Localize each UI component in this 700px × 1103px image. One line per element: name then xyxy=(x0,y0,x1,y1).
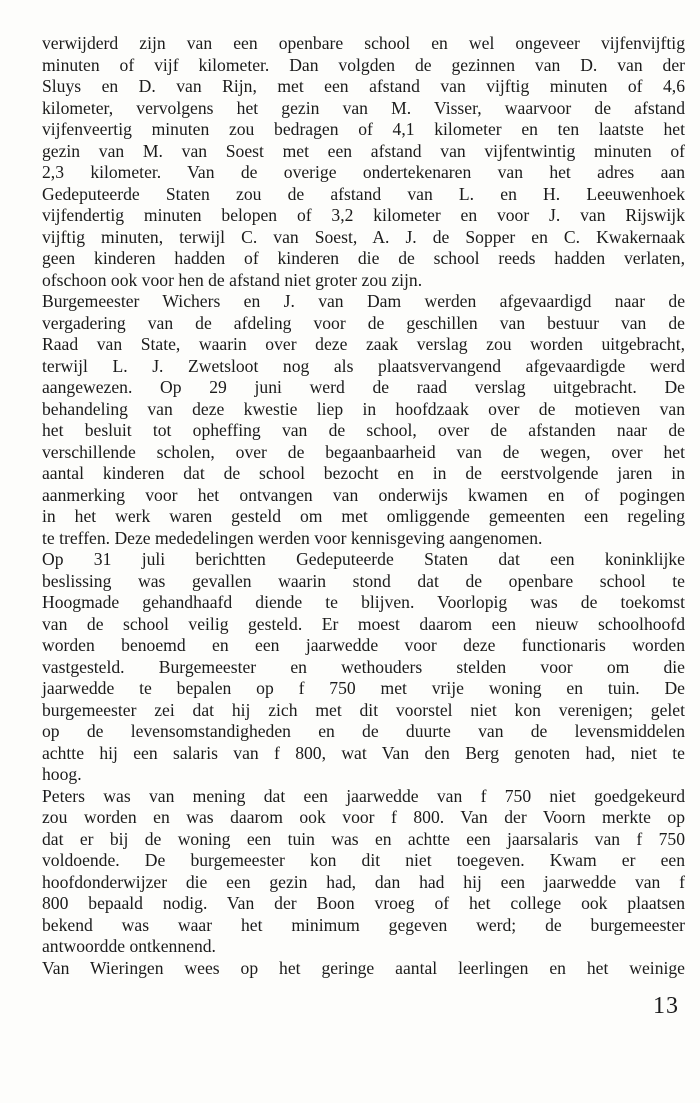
text-line: Hoogmade gehandhaafd diende te blijven. Voorlopig was de toekomst xyxy=(42,592,685,612)
text-line: achtte hij een salaris van f 800, wat Van den Berg genoten had, niet te xyxy=(42,742,685,763)
text-line: beslissing was gevallen waarin stond dat de openbare school te xyxy=(42,570,685,591)
text-line: Raad van State, waarin over deze zaak verslag zou worden uitgebracht, xyxy=(42,334,685,354)
body-text xyxy=(42,33,685,979)
text-line: verschillende scholen, over de begaanbaarheid van de wegen, over het xyxy=(42,441,685,462)
text-line: aanmerking voor het ontvangen van onderwijs kwamen en of pogingen xyxy=(42,484,685,505)
text-line: vergadering van de afdeling voor de geschillen van bestuur van de xyxy=(42,312,685,333)
text-line: bekend was waar het minimum gegeven werd; de burgemeester xyxy=(42,914,685,935)
text-line: kilometer, vervolgens het gezin van M. Visser, waarvoor de afstand xyxy=(42,97,685,118)
text-line: in het werk waren gesteld om met omliggende gemeenten een regeling xyxy=(42,506,685,526)
text-line: aangewezen. Op 29 juni werd de raad verslag uitgebracht. De xyxy=(42,377,685,397)
paragraph xyxy=(42,291,685,549)
text-line: vastgesteld. Burgemeester en wethouders stelden voor om die xyxy=(42,656,685,677)
text-line: van de school veilig gesteld. Er moest daarom een nieuw schoolhoofd xyxy=(42,613,685,634)
text-line: het besluit tot opheffing van de school, over de afstanden naar de xyxy=(42,420,685,440)
paragraph xyxy=(42,549,685,786)
text-line: antwoordde ontkennend. xyxy=(42,936,216,956)
text-line: Van Wieringen wees op het geringe aantal leerlingen en het weinige xyxy=(42,957,685,978)
text-line: Burgemeester Wichers en J. van Dam werden afgevaardigd naar de xyxy=(42,291,685,311)
text-line: dat er bij de woning een tuin was en achtte een jaarsalaris van f 750 xyxy=(42,828,685,849)
text-line: behandeling van deze kwestie liep in hoofdzaak over de motieven van xyxy=(42,398,685,419)
text-line: vijftig minuten, terwijl C. van Soest, A. J. de Sopper en C. Kwakernaak xyxy=(42,226,685,247)
text-line: ofschoon ook voor hen de afstand niet groter zou zijn. xyxy=(42,269,423,290)
paragraph xyxy=(42,958,685,980)
text-line: hoofdonderwijzer die een gezin had, dan had hij een jaarwedde van f xyxy=(42,871,685,892)
text-line: Sluys en D. van Rijn, met een afstand van vijftig minuten of 4,6 xyxy=(42,76,685,96)
text-line: burgemeester zei dat hij zich met dit voorstel niet kon verenigen; gelet xyxy=(42,699,685,720)
text-line: 800 bepaald nodig. Van der Boon vroeg of het college ook plaatsen xyxy=(42,893,685,913)
text-line: geen kinderen hadden of kinderen die de school reeds hadden verlaten, xyxy=(42,248,685,268)
text-line: Peters was van mening dat een jaarwedde van f 750 niet goedgekeurd xyxy=(42,785,685,806)
text-line: hoog. xyxy=(42,764,82,784)
text-line: op de levensomstandigheden en de duurte van de levensmiddelen xyxy=(42,721,685,741)
text-line: minuten of vijf kilometer. Dan volgden de gezinnen van D. van der xyxy=(42,54,685,75)
text-line: aantal kinderen dat de school bezocht en in de eerstvolgende jaren in xyxy=(42,463,685,483)
text-line: zou worden en was daarom ook voor f 800. Van der Voorn merkte op xyxy=(42,807,685,827)
text-line: te treffen. Deze mededelingen werden voor kennisgeving aangenomen. xyxy=(42,527,543,548)
text-line: vijfendertig minuten belopen of 3,2 kilometer en voor J. van Rijswijk xyxy=(42,205,685,225)
text-line: terwijl L. J. Zwetsloot nog als plaatsvervangend afgevaardigde werd xyxy=(42,355,685,376)
paragraph xyxy=(42,786,685,958)
text-line: 2,3 kilometer. Van de overige ondertekenaren van het adres aan xyxy=(42,162,685,182)
text-line: verwijderd zijn van een openbare school en wel ongeveer vijfenvijftig xyxy=(42,33,685,53)
paragraph xyxy=(42,33,685,291)
page-number: 13 xyxy=(653,993,679,1019)
text-line: worden benoemd en een jaarwedde voor deze functionaris worden xyxy=(42,635,685,655)
text-line: voldoende. De burgemeester kon dit niet toegeven. Kwam er een xyxy=(42,850,685,870)
text-line: jaarwedde te bepalen op f 750 met vrije woning en tuin. De xyxy=(42,678,685,698)
text-line: vijfenveertig minuten zou bedragen of 4,1 kilometer en ten laatste het xyxy=(42,119,685,139)
text-line: gezin van M. van Soest met een afstand van vijfentwintig minuten of xyxy=(42,140,685,161)
text-line: Op 31 juli berichtten Gedeputeerde Staten dat een koninklijke xyxy=(42,549,685,569)
text-line: Gedeputeerde Staten zou de afstand van L. en H. Leeuwenhoek xyxy=(42,183,685,204)
